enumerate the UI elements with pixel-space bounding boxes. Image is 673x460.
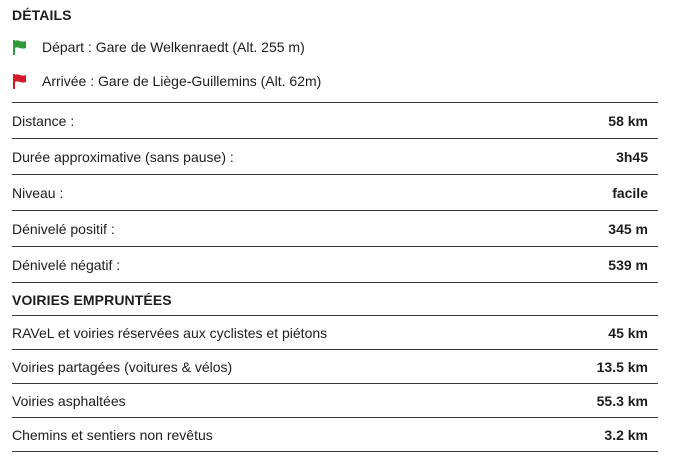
row-value: 13.5 km xyxy=(596,358,648,375)
arrivee-label: Arrivée : Gare de Liège-Guillemins (Alt. 62m) xyxy=(42,73,322,89)
red-flag-icon xyxy=(12,73,28,89)
details-heading: DÉTAILS xyxy=(12,7,72,23)
table-row xyxy=(12,417,658,452)
row-label: Niveau : xyxy=(12,184,64,201)
row-label: Dénivelé négatif : xyxy=(12,256,121,273)
row-value: 45 km xyxy=(608,324,648,341)
green-flag-icon xyxy=(12,39,28,55)
table-row xyxy=(12,102,658,138)
row-label: Durée approximative (sans pause) : xyxy=(12,148,234,165)
details-table xyxy=(12,102,658,283)
row-value: 3.2 km xyxy=(604,426,648,443)
route-details-panel xyxy=(12,0,658,452)
row-label: Voiries asphaltées xyxy=(12,392,126,409)
row-value: 55.3 km xyxy=(596,392,648,409)
row-label: RAVeL et voiries réservées aux cyclistes et piétons xyxy=(12,324,328,341)
row-value: facile xyxy=(612,184,648,201)
row-value: 345 m xyxy=(608,220,648,237)
row-value: 3h45 xyxy=(616,148,648,165)
table-row xyxy=(12,349,658,383)
voiries-table xyxy=(12,315,658,452)
row-value: 58 km xyxy=(608,112,648,129)
row-value: 539 m xyxy=(608,256,648,273)
row-label: Chemins et sentiers non revêtus xyxy=(12,426,213,443)
table-row xyxy=(12,174,658,210)
depart-label: Départ : Gare de Welkenraedt (Alt. 255 m) xyxy=(42,39,305,55)
arrivee-line xyxy=(12,64,658,98)
table-row xyxy=(12,138,658,174)
voiries-heading: VOIRIES EMPRUNTÉES xyxy=(12,292,172,308)
row-label: Voiries partagées (voitures & vélos) xyxy=(12,358,233,375)
table-row xyxy=(12,210,658,246)
row-label: Dénivelé positif : xyxy=(12,220,115,237)
table-row xyxy=(12,383,658,417)
depart-line xyxy=(12,30,658,64)
row-label: Distance : xyxy=(12,112,75,129)
table-row xyxy=(12,315,658,349)
table-row xyxy=(12,246,658,283)
